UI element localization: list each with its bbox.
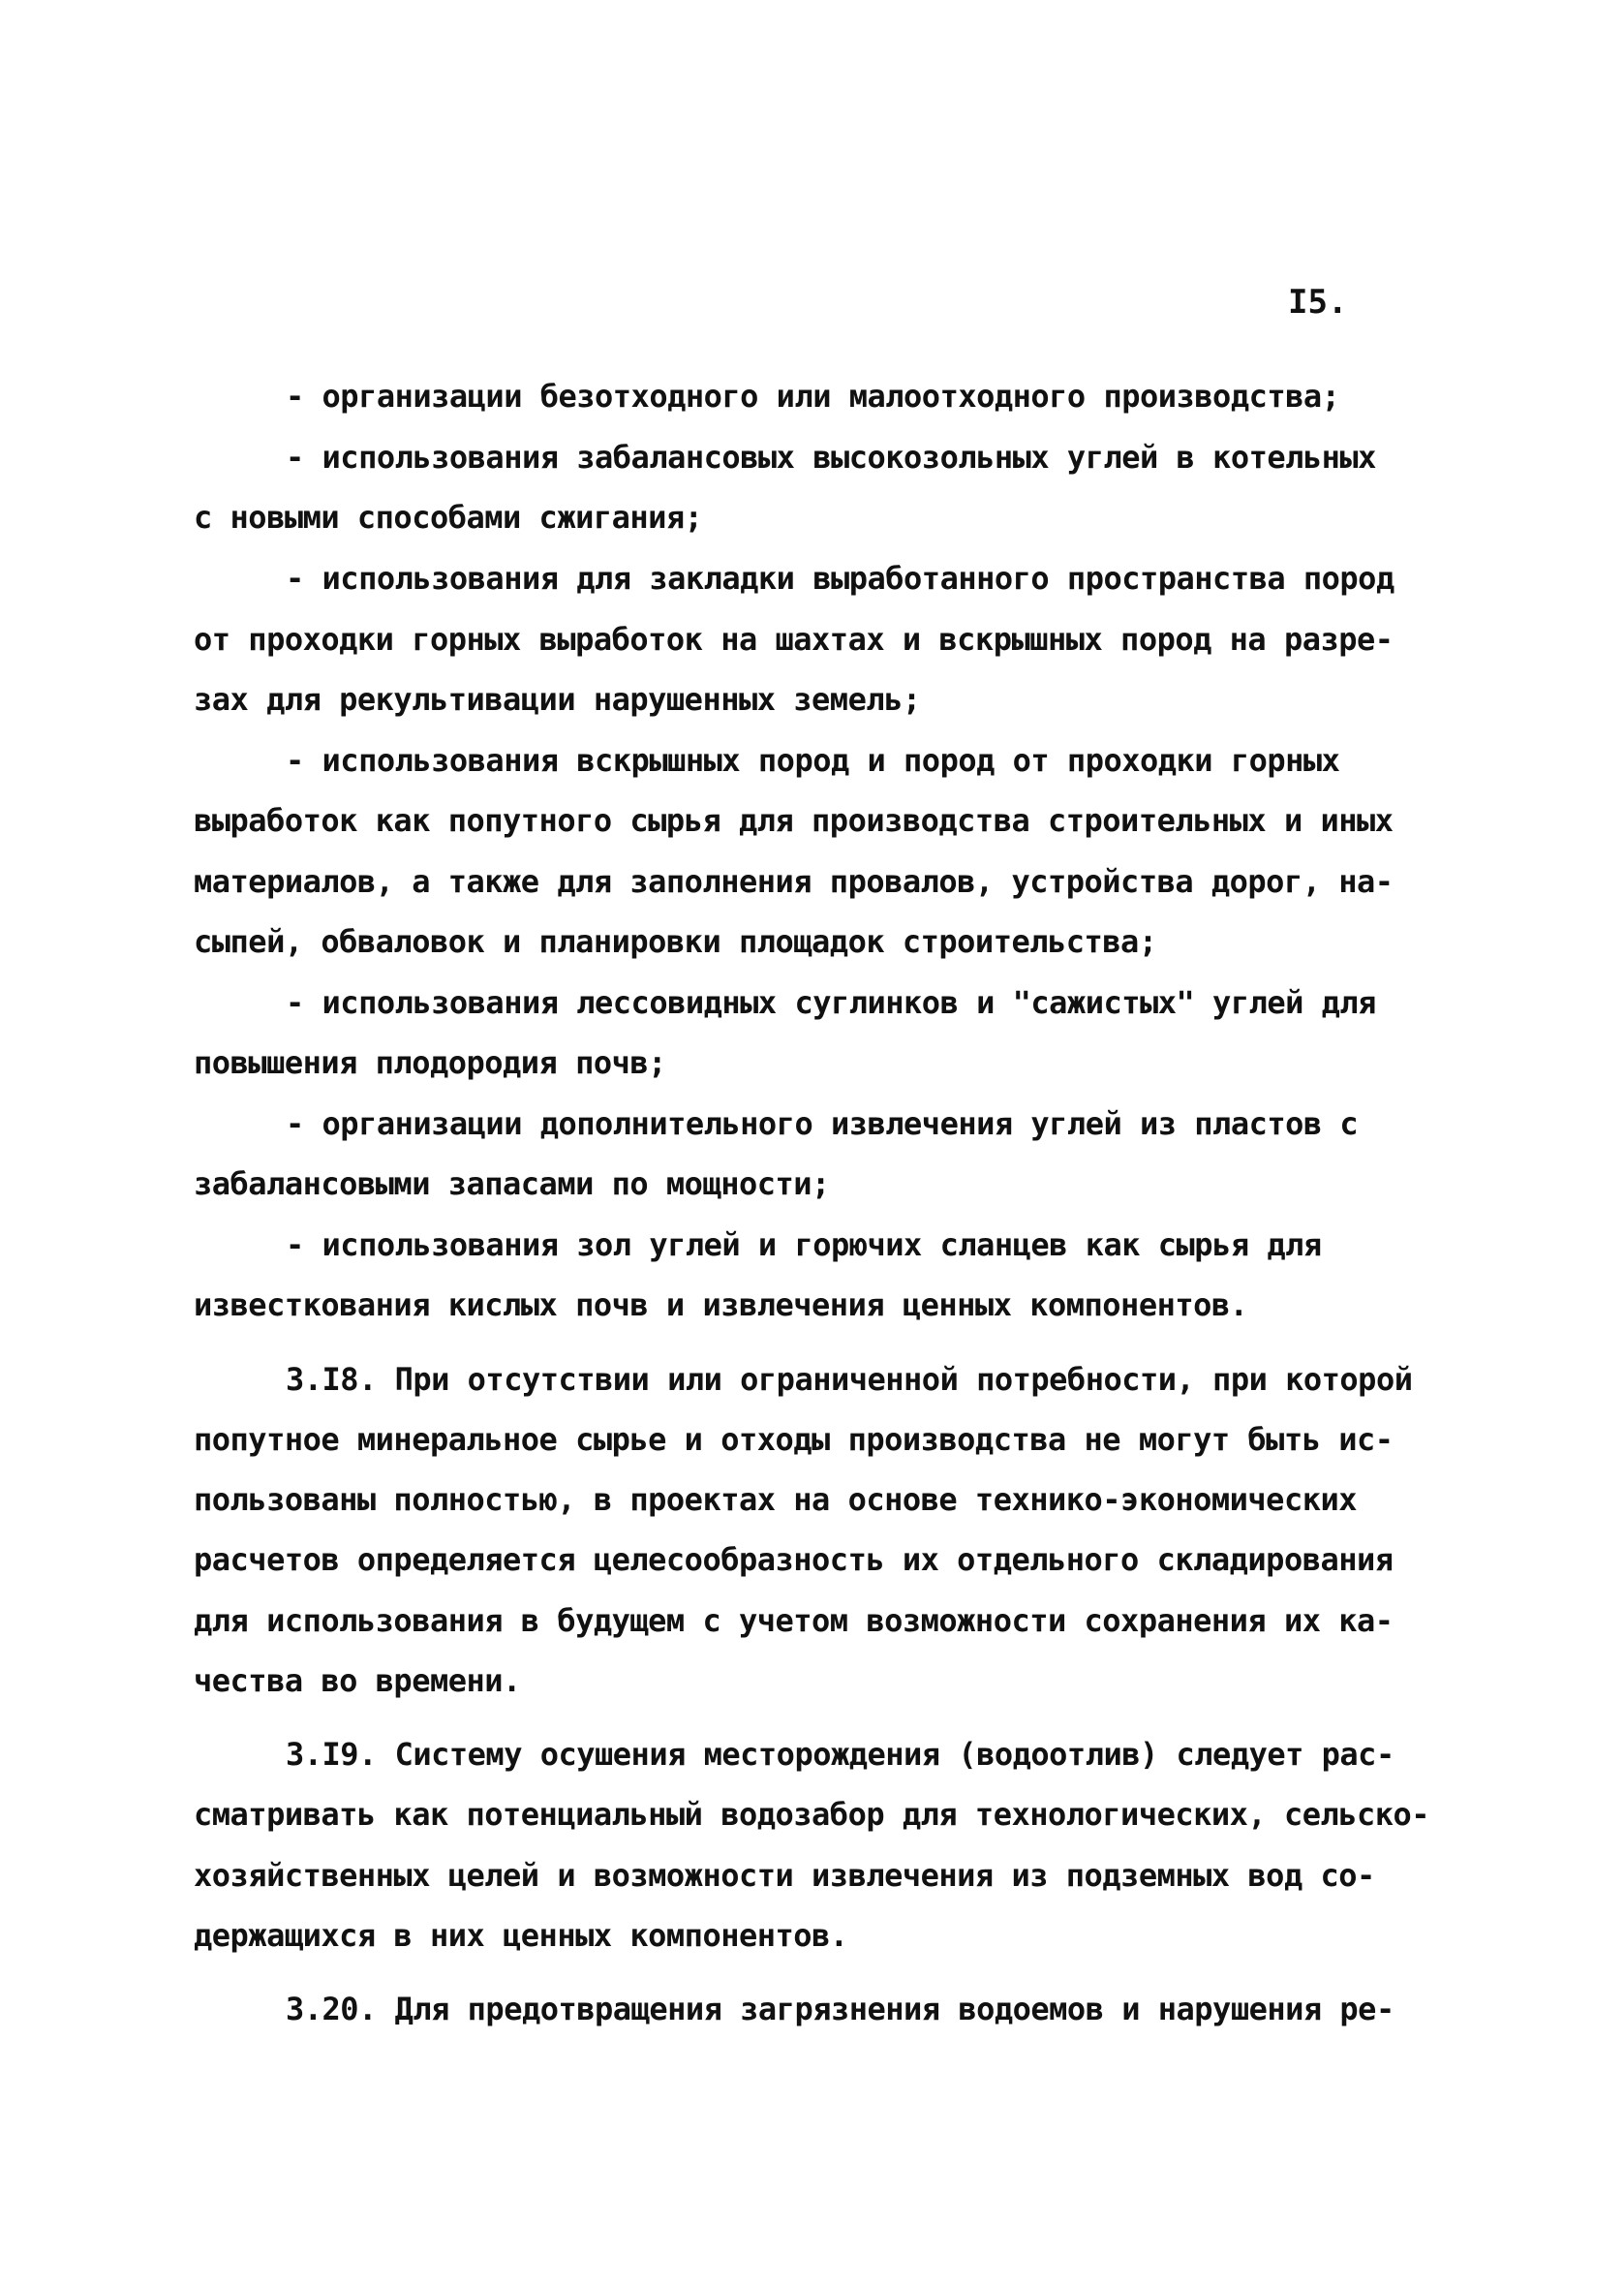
text-line: - организации безотходного или малоотходного производства; <box>286 378 1340 415</box>
text-line: - организации дополнительного извлечения углей из пластов с <box>286 1105 1359 1142</box>
text-line: забалансовыми запасами по мощности; <box>194 1165 830 1202</box>
text-line: чества во времени. <box>194 1662 521 1699</box>
text-line: попутное минеральное сырье и отходы производства не могут быть ис- <box>194 1421 1394 1458</box>
text-line: - использования лессовидных суглинков и "сажистых" углей для <box>286 984 1376 1021</box>
text-line: от проходки горных выработок на шахтах и вскрышных пород на разре- <box>194 621 1394 658</box>
text-line: сыпей, обваловок и планировки площадок строительства; <box>194 923 1157 960</box>
text-line: для использования в будущем с учетом возможности сохранения их ка- <box>194 1602 1394 1639</box>
text-line: зах для рекультивации нарушенных земель; <box>194 681 921 718</box>
text-line: известкования кислых почв и извлечения ценных компонентов. <box>194 1286 1248 1323</box>
text-line: выработок как попутного сырья для производства строительных и иных <box>194 802 1394 839</box>
text-line: - использования для закладки выработанного пространства пород <box>286 560 1394 597</box>
text-line: 3.I8. При отсутствии или ограниченной потребности, при которой <box>286 1361 1413 1398</box>
text-line: хозяйственных целей и возможности извлечения из подземных вод со- <box>194 1857 1375 1894</box>
text-line: сматривать как потенциальный водозабор для технологических, сельско- <box>194 1796 1430 1833</box>
text-line: расчетов определяется целесообразность их отдельного складирования <box>194 1541 1394 1578</box>
text-line: 3.20. Для предотвращения загрязнения водоемов и нарушения ре- <box>286 1991 1394 2027</box>
text-line: - использования вскрышных пород и пород от проходки горных <box>286 742 1340 779</box>
text-line: с новыми способами сжигания; <box>194 499 703 536</box>
text-line: повышения плодородия почв; <box>194 1044 666 1081</box>
page-number: I5. <box>1288 283 1348 322</box>
text-line: - использования зол углей и горючих сланцев как сырья для <box>286 1226 1322 1263</box>
text-line: - использования забалансовых высокозольных углей в котельных <box>286 439 1376 476</box>
text-line: пользованы полностью, в проектах на основе технико-экономических <box>194 1481 1357 1518</box>
text-line: держащихся в них ценных компонентов. <box>194 1917 848 1954</box>
text-line: материалов, а также для заполнения провалов, устройства дорог, на- <box>194 863 1394 900</box>
text-line: 3.I9. Систему осушения месторождения (водоотлив) следует рас- <box>286 1736 1394 1773</box>
